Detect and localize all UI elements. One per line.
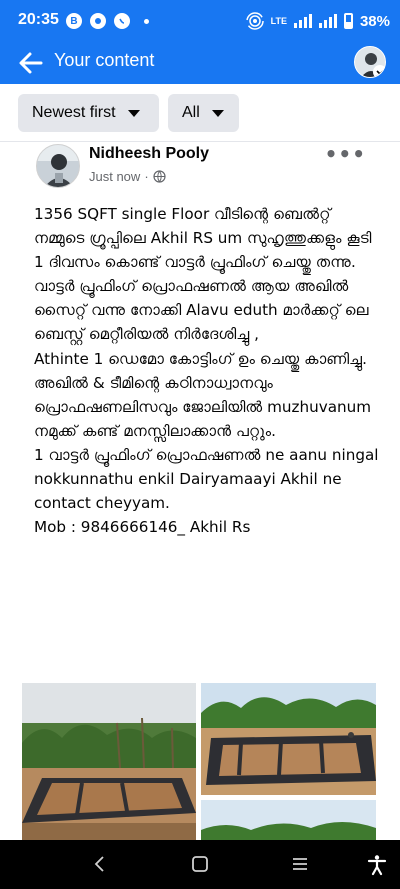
post-paragraph: 1 വാട്ടർ പ്രൂഫിംഗ് പ്രൊഫഷണൽ ne aanu ningal nokkunnathu enkil Dairyamaayi Akhil ne contact cheyyam. <box>34 445 379 513</box>
notification-icons <box>66 13 149 29</box>
author-avatar[interactable] <box>36 144 80 188</box>
chat-bubble-icon <box>90 13 106 29</box>
separator-dot: · <box>144 169 149 184</box>
type-dropdown-label: All <box>182 104 200 121</box>
home-nav-icon[interactable] <box>190 854 210 874</box>
post-time: Just now <box>89 169 141 184</box>
more-options-icon[interactable]: ••• <box>324 142 366 166</box>
caret-down-icon <box>212 110 224 117</box>
page-title: Your content <box>54 50 155 70</box>
status-bar <box>0 0 400 44</box>
system-indicators <box>246 12 390 30</box>
globe-icon <box>153 170 166 183</box>
type-dropdown[interactable] <box>168 94 239 132</box>
back-nav-icon[interactable] <box>90 854 110 874</box>
b-app-icon: B <box>66 13 82 29</box>
accessibility-icon[interactable] <box>366 854 388 876</box>
hotspot-icon <box>246 12 264 30</box>
sort-dropdown[interactable] <box>18 94 159 132</box>
post-photo-grid <box>0 683 400 840</box>
post-meta <box>89 169 166 184</box>
battery-percentage: 38% <box>359 12 390 30</box>
more-notifications-dot <box>144 19 149 24</box>
profile-avatar[interactable] <box>354 46 386 78</box>
filter-bar <box>0 84 400 142</box>
whatsapp-icon <box>114 13 130 29</box>
post-text <box>34 202 380 539</box>
chevron-down-icon <box>373 65 386 78</box>
signal-icon-2 <box>319 14 337 28</box>
network-type-label: LTE <box>270 16 287 26</box>
post-card <box>0 142 400 840</box>
post-photo-1[interactable] <box>22 683 196 840</box>
sort-dropdown-label: Newest first <box>32 104 116 121</box>
post-photo-2[interactable] <box>201 683 376 795</box>
battery-icon <box>344 13 353 29</box>
post-paragraph: Athinte 1 ഡെമോ കോട്ടിംഗ് ഉം ചെയ്തു കാണിച്ചു. <box>34 349 367 368</box>
recents-nav-icon[interactable] <box>290 854 310 874</box>
status-time: 20:35 <box>18 11 59 28</box>
post-paragraph: വാട്ടർ പ്രൂഫിംഗ് പ്രൊഫഷണൽ ആയ അഖിൽ സൈറ്റ് വന്നു നോക്കി Alavu eduth മാർക്കറ്റ് ലെ ബെസ്റ്റ് മെറ്റീരിയൽ നിർദേശിച്ചു , <box>34 277 369 344</box>
author-name[interactable]: Nidheesh Pooly <box>89 145 210 162</box>
author-photo <box>37 145 80 188</box>
caret-down-icon <box>128 110 140 117</box>
signal-icon <box>294 14 312 28</box>
system-nav-bar <box>0 840 400 889</box>
post-photo-3[interactable] <box>201 800 376 840</box>
app-bar <box>0 44 400 84</box>
post-paragraph: അഖിൽ & ടീമിന്റെ കഠിനാധ്വാനവും പ്രൊഫഷണലിസവും ജോലിയിൽ muzhuvanum നമുക്ക് കണ്ട് മനസ്സിലാക്കാൻ പറ്റും. <box>34 373 372 440</box>
post-paragraph: 1356 SQFT single Floor വീടിന്റെ ബെൽറ്റ് നമ്മുടെ ഗ്രൂപ്പിലെ Akhil RS um സുഹൃത്തുക്കളും കൂടി 1 ദിവസം കൊണ്ട് വാട്ടർ പ്രൂഫിംഗ് ചെയ്തു തന്നു. <box>34 205 372 272</box>
post-paragraph: Mob : 9846666146_ Akhil Rs <box>34 518 251 537</box>
back-arrow-icon[interactable] <box>16 48 46 78</box>
